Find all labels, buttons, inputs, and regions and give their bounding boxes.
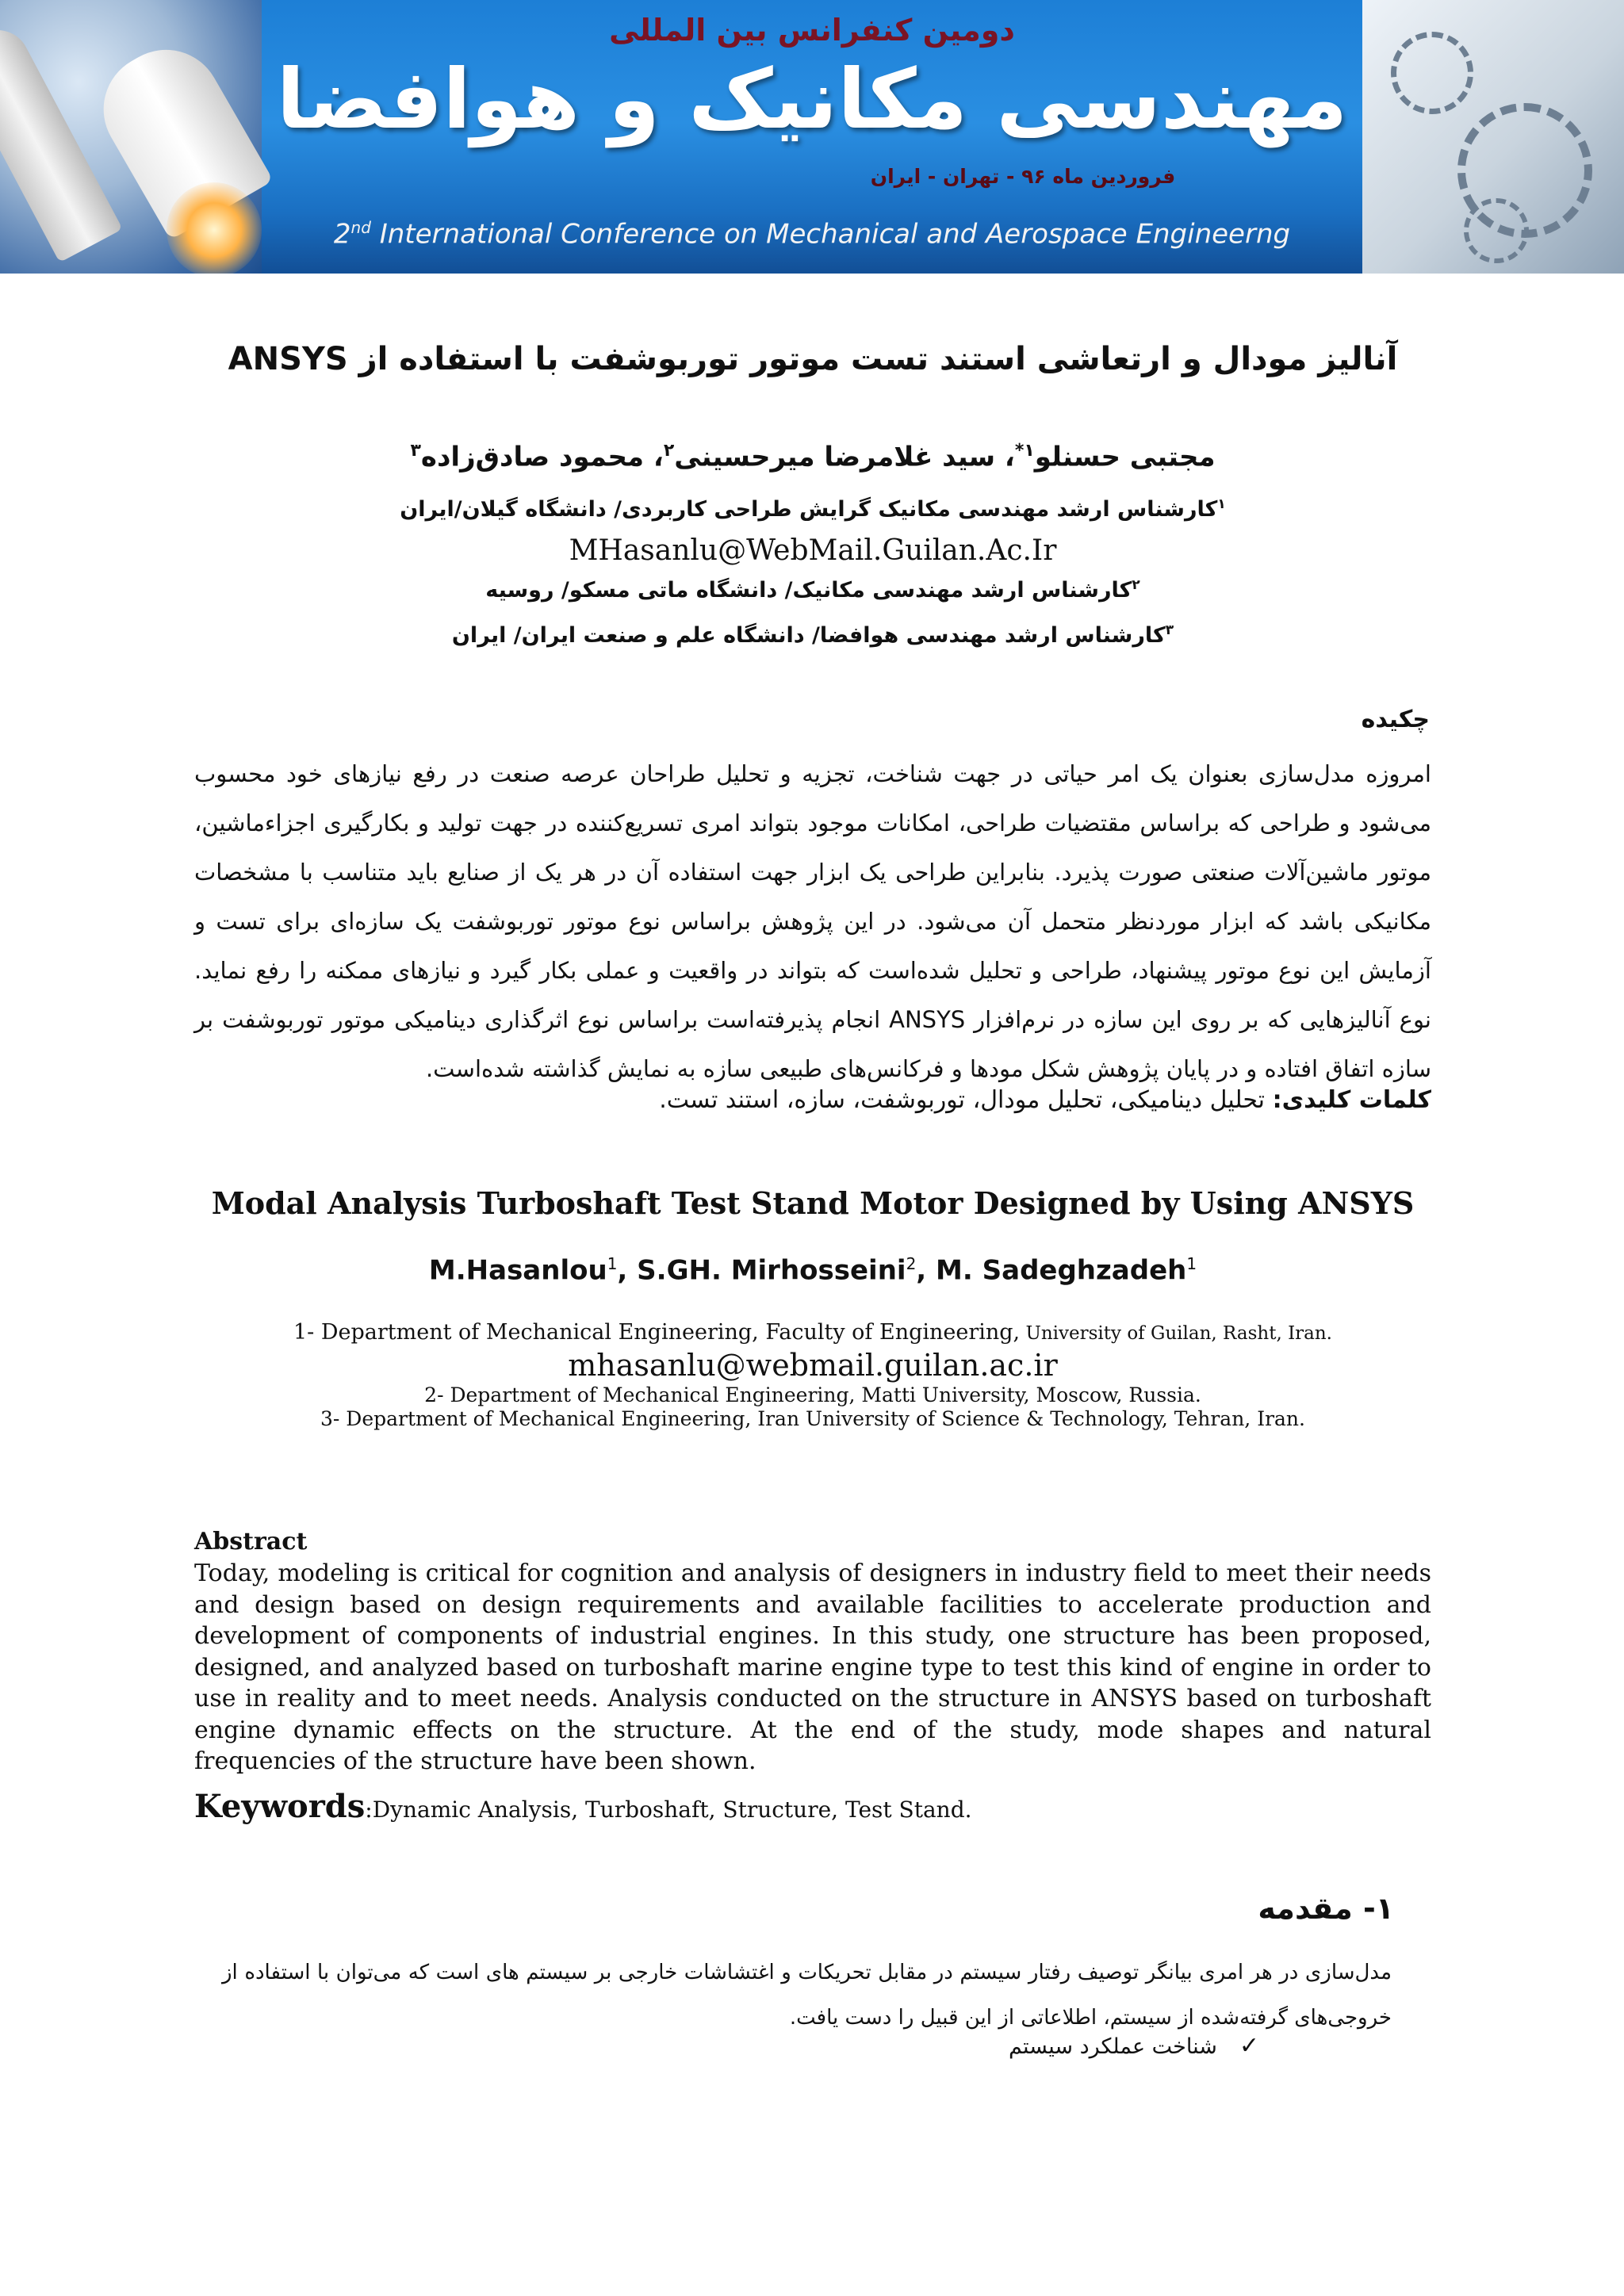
banner-english-title [0, 218, 1624, 250]
english-conference-name: International Conference on Mechanical and Aerospace Engineerng [370, 218, 1291, 251]
bullet-text: شناخت عملکرد سیستم [1009, 2034, 1217, 2059]
author-affiliation-mark: 1 [1186, 1254, 1197, 1273]
author-affiliation-mark: ۳ [410, 441, 421, 461]
affiliation-fa-1 [198, 496, 1427, 522]
author-name: مجتبی حسنلو [1034, 441, 1216, 473]
affiliation-en-1 [159, 1320, 1467, 1345]
author-name: , S.GH. Mirhosseini [617, 1254, 906, 1287]
affiliation-en-3: 3- Department of Mechanical Engineering, Iran University of Science & Technology, Tehran, Iran. [320, 1407, 1305, 1430]
affiliation-text: کارشناس ارشد مهندسی هوافضا/ دانشگاه علم و صنعت ایران/ ایران [451, 623, 1166, 648]
introduction-paragraph: مدل‌سازی در هر امری بیانگر توصیف رفتار سیستم در مقابل تحریکات و اغتشاشات خارجی بر سیستم های است که می‌توان با استفاده از خروجی‌های گرفته‌شده از سیستم، اطلاعاتی از این قبیل را دست یافت. [222, 1961, 1392, 2030]
affiliation-university: University of Guilan, Rasht, Iran. [1020, 1323, 1332, 1344]
keywords-label-en: Keywords [194, 1788, 366, 1825]
ordinal-number: 2 [333, 218, 351, 251]
affiliation-mark: ۲ [1132, 577, 1140, 593]
author-email-en[interactable]: mhasanlu@webmail.guilan.ac.ir [568, 1348, 1058, 1383]
author-name: ، سید غلامرضا میرحسینی [674, 441, 1015, 473]
checkmark-icon: ✓ [1239, 2032, 1259, 2060]
author-name: M.Hasanlou [428, 1254, 607, 1287]
keywords-label-fa: کلمات کلیدی: [1272, 1086, 1431, 1114]
banner-conference-title: مهندسی مکانیک و هوافضا [276, 51, 1348, 147]
author-name: , M. Sadeghzadeh [916, 1254, 1187, 1287]
affiliation-text: کارشناس ارشد مهندسی مکانیک/ دانشگاه ماتی مسکو/ روسیه [485, 578, 1132, 603]
author-affiliation-mark: 1 [607, 1254, 618, 1273]
author-affiliation-mark: 2 [906, 1254, 917, 1273]
keywords-en [194, 1788, 972, 1825]
ordinal-suffix: nd [350, 218, 371, 237]
affiliation-text: 1- Department of Mechanical Engineering, Faculty of Engineering, [293, 1320, 1021, 1345]
affiliation-en-2: 2- Department of Mechanical Engineering, Matti University, Moscow, Russia. [424, 1383, 1201, 1406]
affiliation-fa-2 [198, 577, 1427, 603]
author-email-fa[interactable]: MHasanlu@WebMail.Guilan.Ac.Ir [569, 534, 1057, 567]
banner-date-location: فروردین ماه ۹۶ - تهران - ایران [870, 165, 1176, 188]
section-heading-introduction: ۱- مقدمه [1258, 1891, 1394, 1926]
conference-banner [0, 0, 1624, 274]
paper-title-fa: آنالیز مودال و ارتعاشی استند تست موتور توربوشفت با استفاده از ANSYS [228, 341, 1398, 377]
author-list-en [159, 1254, 1467, 1286]
author-list-fa [198, 441, 1427, 473]
affiliation-mark: ۳ [1165, 622, 1174, 638]
abstract-body-fa: امروزه مدل‌سازی بعنوان یک امر حیاتی در جهت شناخت، تجزیه و تحلیل طراحان عرصه صنعت در رفع نیازهای خود محسوب می‌شود و طراحی که براساس مقتضیات طراحی، امکانات موجود بتواند امری تسریع‌کننده در جهت تولید و بکارگیری اجزاءماشین، موتور ماشین‌آلات صنعتی صورت پذیرد. بنابراین طراحی یک ابزار جهت استفاده آن در هر یک از صنایع باید متناسب با مشخصات مکانیکی باشد که ابزار موردنظر متحمل آن می‌شود. در این پژوهش براساس نوع موتور توربوشفت یک سازه‌ای برای تست و آزمایش این نوع موتور پیشنهاد، طراحی و تحلیل شده‌است که بتواند در واقعیت و عملی بکار گیرد و نیازهای ممکنه را رفع نماید. نوع آنالیزهایی که بر روی این سازه در نرم‌افزار ANSYS انجام پذیرفته‌است براساس نوع اثرگذاری دینامیکی موتور توربوشفت بر سازه اتفاق افتاده و در پایان پژوهش شکل مودها و فرکانس‌های طبیعی سازه به نمایش گذاشته شده‌است. [194, 760, 1431, 1082]
author-affiliation-mark: ۲ [663, 441, 675, 461]
affiliation-mark: ۱ [1217, 496, 1226, 512]
keywords-list-fa: تحلیل دینامیکی، تحلیل مودال، توربوشفت، سازه، استند تست. [659, 1086, 1273, 1114]
abstract-heading-fa: چکیده [1361, 706, 1430, 733]
keywords-list-en: :Dynamic Analysis, Turboshaft, Structure, Test Stand. [365, 1797, 972, 1823]
author-name: ، محمود صادق‌زاده [420, 441, 664, 473]
bullet-item [1009, 2032, 1259, 2060]
affiliation-text: کارشناس ارشد مهندسی مکانیک گرایش طراحی کاربردی/ دانشگاه گیلان/ایران [400, 497, 1218, 522]
banner-conference-subtitle: دومین کنفرانس بین المللی [609, 13, 1015, 48]
abstract-heading-en: Abstract [194, 1528, 308, 1556]
paper-title-en: Modal Analysis Turboshaft Test Stand Motor Designed by Using ANSYS [211, 1185, 1415, 1221]
author-affiliation-mark: ۱* [1014, 441, 1035, 461]
abstract-body-en: Today, modeling is critical for cognition and analysis of designers in industry field to meet their needs and design based on design requirements and available facilities to accelerate production and development of components of industrial engines. In this study, one structure has been proposed, designed, and analyzed based on turboshaft marine engine type to test this kind of engine in order to use in reality and to meet needs. Analysis conducted on the structure in ANSYS based on turboshaft engine dynamic effects on the structure. At the end of the study, mode shapes and natural frequencies of the structure have been shown. [194, 1559, 1431, 1775]
affiliation-fa-3 [198, 622, 1427, 648]
keywords-fa [194, 1086, 1431, 1114]
